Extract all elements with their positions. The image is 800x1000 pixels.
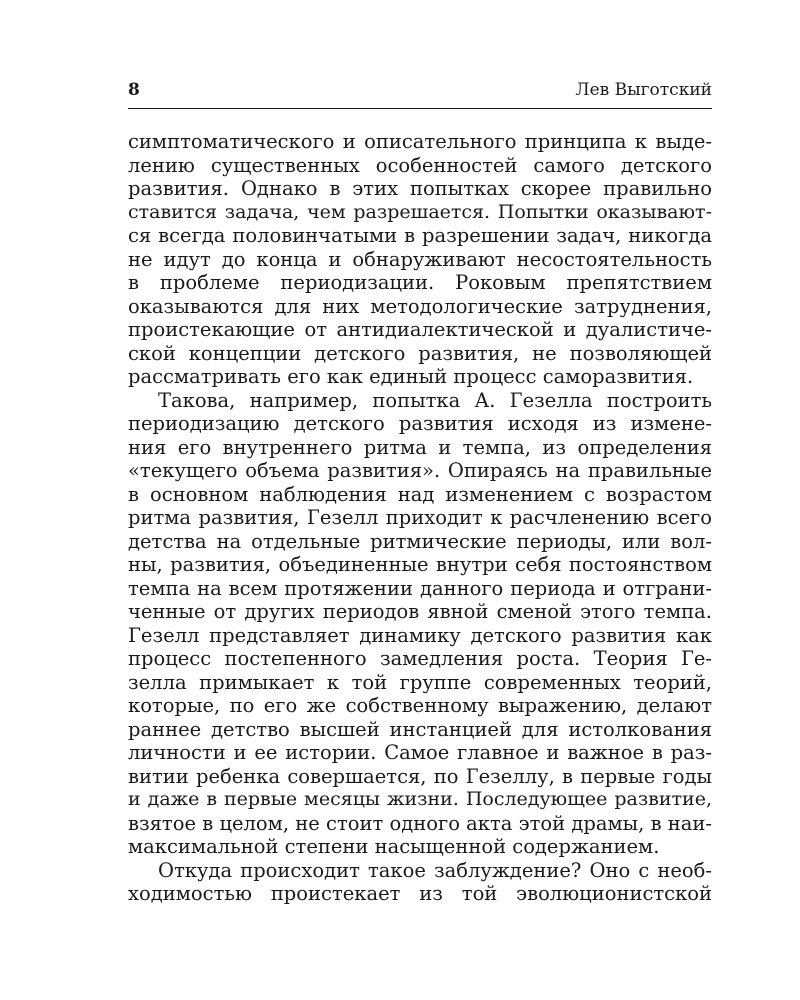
text-line: максимальной степени насыщенной содержанием. [128, 835, 660, 858]
text-line: темпа на всем протяжении данного периода и отграни- [128, 576, 712, 600]
text-line: ставится задача, чем разрешается. Попытки оказывают- [128, 200, 712, 223]
text-line: ритма развития, Гезелл приходит к расчленению всего [128, 506, 712, 529]
text-line: детства на отдельные ритмические периоды, или вол- [128, 529, 712, 553]
text-line: витии ребенка совершается, по Гезеллу, в первые годы [128, 764, 712, 788]
text-line: ченные от других периодов явной сменой этого темпа. [128, 600, 712, 623]
text-line: «текущего объема развития». Опираясь на правильные [128, 459, 712, 482]
text-line: ходимостью проистекает из той эволюционистской [128, 882, 712, 905]
text-line: процесс постепенного замедления роста. Теория Ге- [128, 647, 712, 670]
text-line: в основном наблюдения над изменением с возрастом [128, 482, 712, 506]
text-line: развития. Однако в этих попытках скорее правильно [128, 177, 712, 200]
text-line: ской концепции детского развития, не позволяющей [128, 341, 712, 365]
text-line: зелла примыкает к той группе современных теорий, [128, 670, 712, 694]
text-line: в проблеме периодизации. Роковым препятствием [128, 271, 712, 294]
text-line: рассматривать его как единый процесс саморазвития. [128, 365, 694, 388]
body-text [128, 130, 712, 906]
text-line: личности и ее истории. Самое главное и важное в раз- [128, 741, 712, 764]
text-line: лению существенных особенностей самого детского [128, 153, 712, 177]
text-line: периодизацию детского развития исходя из измене- [128, 412, 712, 435]
text-line: проистекающие от антидиалектической и дуалистиче- [128, 318, 712, 341]
text-line: Гезелл представляет динамику детского развития как [128, 623, 712, 647]
text-line: которые, по его же собственному выражению, делают [128, 694, 712, 717]
text-line: раннее детство высшей инстанцией для истолкования [128, 717, 712, 741]
page-number: 8 [128, 80, 140, 100]
text-line: Откуда происходит такое заблуждение? Оно с необ- [158, 858, 712, 882]
text-line: симптоматического и описательного принципа к выде- [128, 130, 712, 153]
text-line: ны, развития, объединенные внутри себя постоянством [128, 553, 712, 576]
text-line: Такова, например, попытка А. Гезелла построить [158, 388, 712, 412]
header-rule [128, 108, 712, 109]
text-line: ния его внутреннего ритма и темпа, из определения [128, 435, 712, 459]
text-line: ся всегда половинчатыми в разрешении задач, никогда [128, 224, 712, 247]
running-head [128, 78, 712, 102]
text-line: оказываются для них методологические затруднения, [128, 294, 712, 318]
text-line: взятое в целом, не стоит одного акта этой драмы, в наи- [128, 811, 712, 835]
text-line: и даже в первые месяцы жизни. Последующее развитие, [128, 788, 712, 810]
running-head-author: Лев Выготский [575, 80, 712, 100]
text-line: не идут до конца и обнаруживают несостоятельность [128, 247, 712, 271]
